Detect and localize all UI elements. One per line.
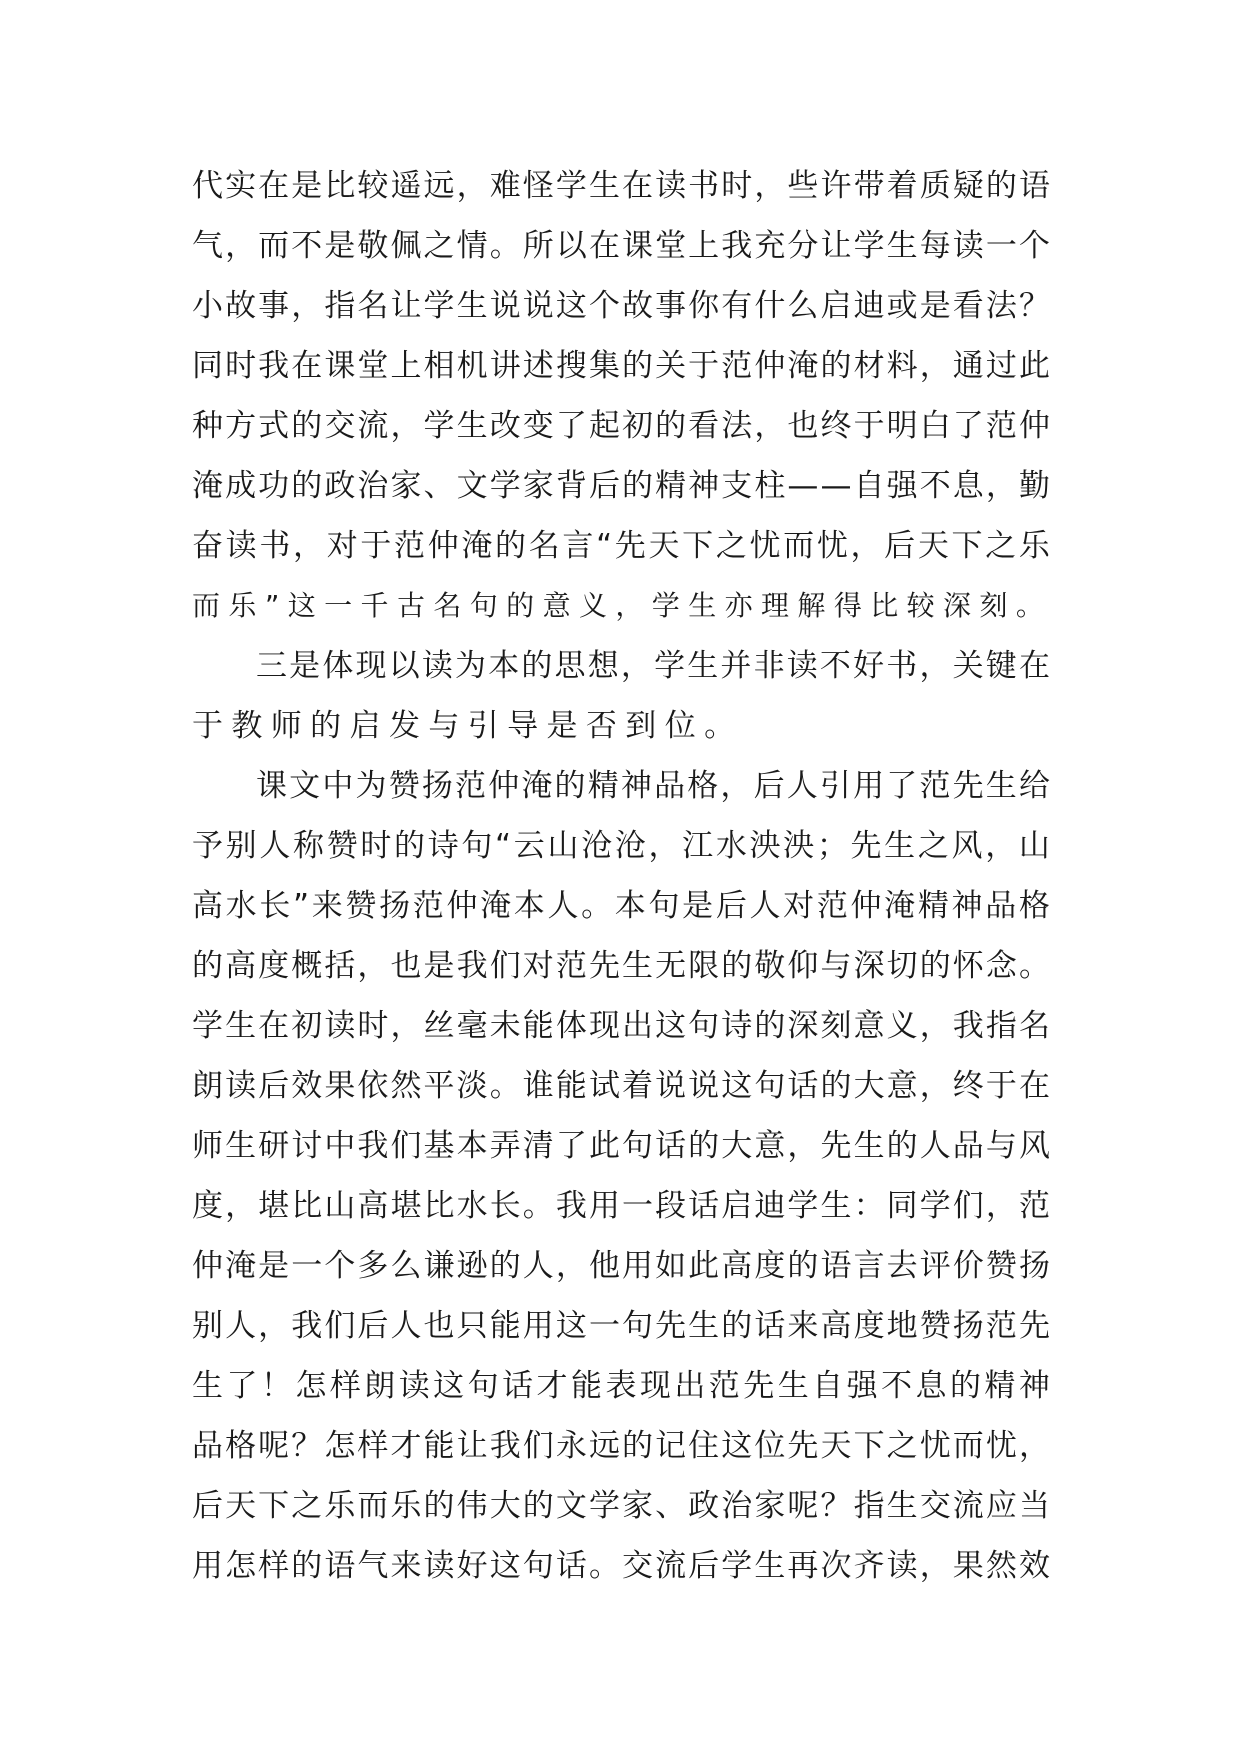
text-line-11: 课 文 中 为 赞 扬 范 仲 淹 的 精 神 品 格 ， 后 人 引 用 了 范 先 生 给 <box>256 768 1050 804</box>
text-line-21: 生 了 ！ 怎 样 朗 读 这 句 话 才 能 表 现 出 范 先 生 自 强 不 息 的 精 神 <box>192 1368 1050 1404</box>
text-line-5: 种 方 式 的 交 流 ， 学 生 改 变 了 起 初 的 看 法 ， 也 终 于 明 白 了 范 仲 <box>192 408 1050 444</box>
text-line-8: 而 乐 ” 这 一 千 古 名 句 的 意 义 ， 学 生 亦 理 解 得 比 较 深 刻 。 <box>192 589 1044 622</box>
text-line-4: 同 时 我 在 课 堂 上 相 机 讲 述 搜 集 的 关 于 范 仲 淹 的 材 料 ， 通 过 此 <box>192 348 1050 384</box>
text-line-16: 朗 读 后 效 果 依 然 平 淡 。 谁 能 试 着 说 说 这 句 话 的 大 意 ， 终 于 在 <box>192 1068 1050 1104</box>
text-line-15: 学 生 在 初 读 时 ， 丝 毫 未 能 体 现 出 这 句 诗 的 深 刻 意 义 ， 我 指 名 <box>192 1008 1050 1044</box>
text-line-9: 三 是 体 现 以 读 为 本 的 思 想 ， 学 生 并 非 读 不 好 书 ， 关 键 在 <box>256 648 1050 684</box>
text-line-17: 师 生 研 讨 中 我 们 基 本 弄 清 了 此 句 话 的 大 意 ， 先 生 的 人 品 与 风 <box>192 1128 1050 1164</box>
text-line-1: 代 实 在 是 比 较 遥 远 ， 难 怪 学 生 在 读 书 时 ， 些 许 带 着 质 疑 的 语 <box>192 168 1050 204</box>
text-line-3: 小 故 事 ， 指 名 让 学 生 说 说 这 个 故 事 你 有 什 么 启 迪 或 是 看 法 ？ <box>192 288 1050 324</box>
text-line-7: 奋 读 书 ， 对 于 范 仲 淹 的 名 言 “ 先 天 下 之 忧 而 忧 ， 后 天 下 之 乐 <box>192 528 1050 564</box>
text-line-10: 于 教 师 的 启 发 与 引 导 是 否 到 位 。 <box>192 708 736 744</box>
text-line-6: 淹 成 功 的 政 治 家 、 文 学 家 背 后 的 精 神 支 柱 — — 自 强 不 息 ， 勤 <box>192 468 1050 504</box>
text-line-24: 用 怎 样 的 语 气 来 读 好 这 句 话 。 交 流 后 学 生 再 次 齐 读 ， 果 然 效 <box>192 1548 1050 1584</box>
text-line-23: 后 天 下 之 乐 而 乐 的 伟 大 的 文 学 家 、 政 治 家 呢 ？ 指 生 交 流 应 当 <box>192 1488 1050 1524</box>
text-line-22: 品 格 呢 ？ 怎 样 才 能 让 我 们 永 远 的 记 住 这 位 先 天 下 之 忧 而 忧 ， <box>192 1428 1050 1464</box>
text-line-18: 度 ， 堪 比 山 高 堪 比 水 长 。 我 用 一 段 话 启 迪 学 生 ： 同 学 们 ， 范 <box>192 1188 1050 1224</box>
text-line-20: 别 人 ， 我 们 后 人 也 只 能 用 这 一 句 先 生 的 话 来 高 度 地 赞 扬 范 先 <box>192 1308 1050 1344</box>
text-line-19: 仲 淹 是 一 个 多 么 谦 逊 的 人 ， 他 用 如 此 高 度 的 语 言 去 评 价 赞 扬 <box>192 1248 1050 1284</box>
text-line-12: 予 别 人 称 赞 时 的 诗 句 “ 云 山 沧 沧 ， 江 水 泱 泱 ； 先 生 之 风 ， 山 <box>192 828 1050 864</box>
text-line-14: 的 高 度 概 括 ， 也 是 我 们 对 范 先 生 无 限 的 敬 仰 与 深 切 的 怀 念 。 <box>192 948 1050 984</box>
text-line-13: 高 水 长 ” 来 赞 扬 范 仲 淹 本 人 。 本 句 是 后 人 对 范 仲 淹 精 神 品 格 <box>192 888 1050 924</box>
text-line-2: 气 ， 而 不 是 敬 佩 之 情 。 所 以 在 课 堂 上 我 充 分 让 学 生 每 读 一 个 <box>192 228 1050 264</box>
